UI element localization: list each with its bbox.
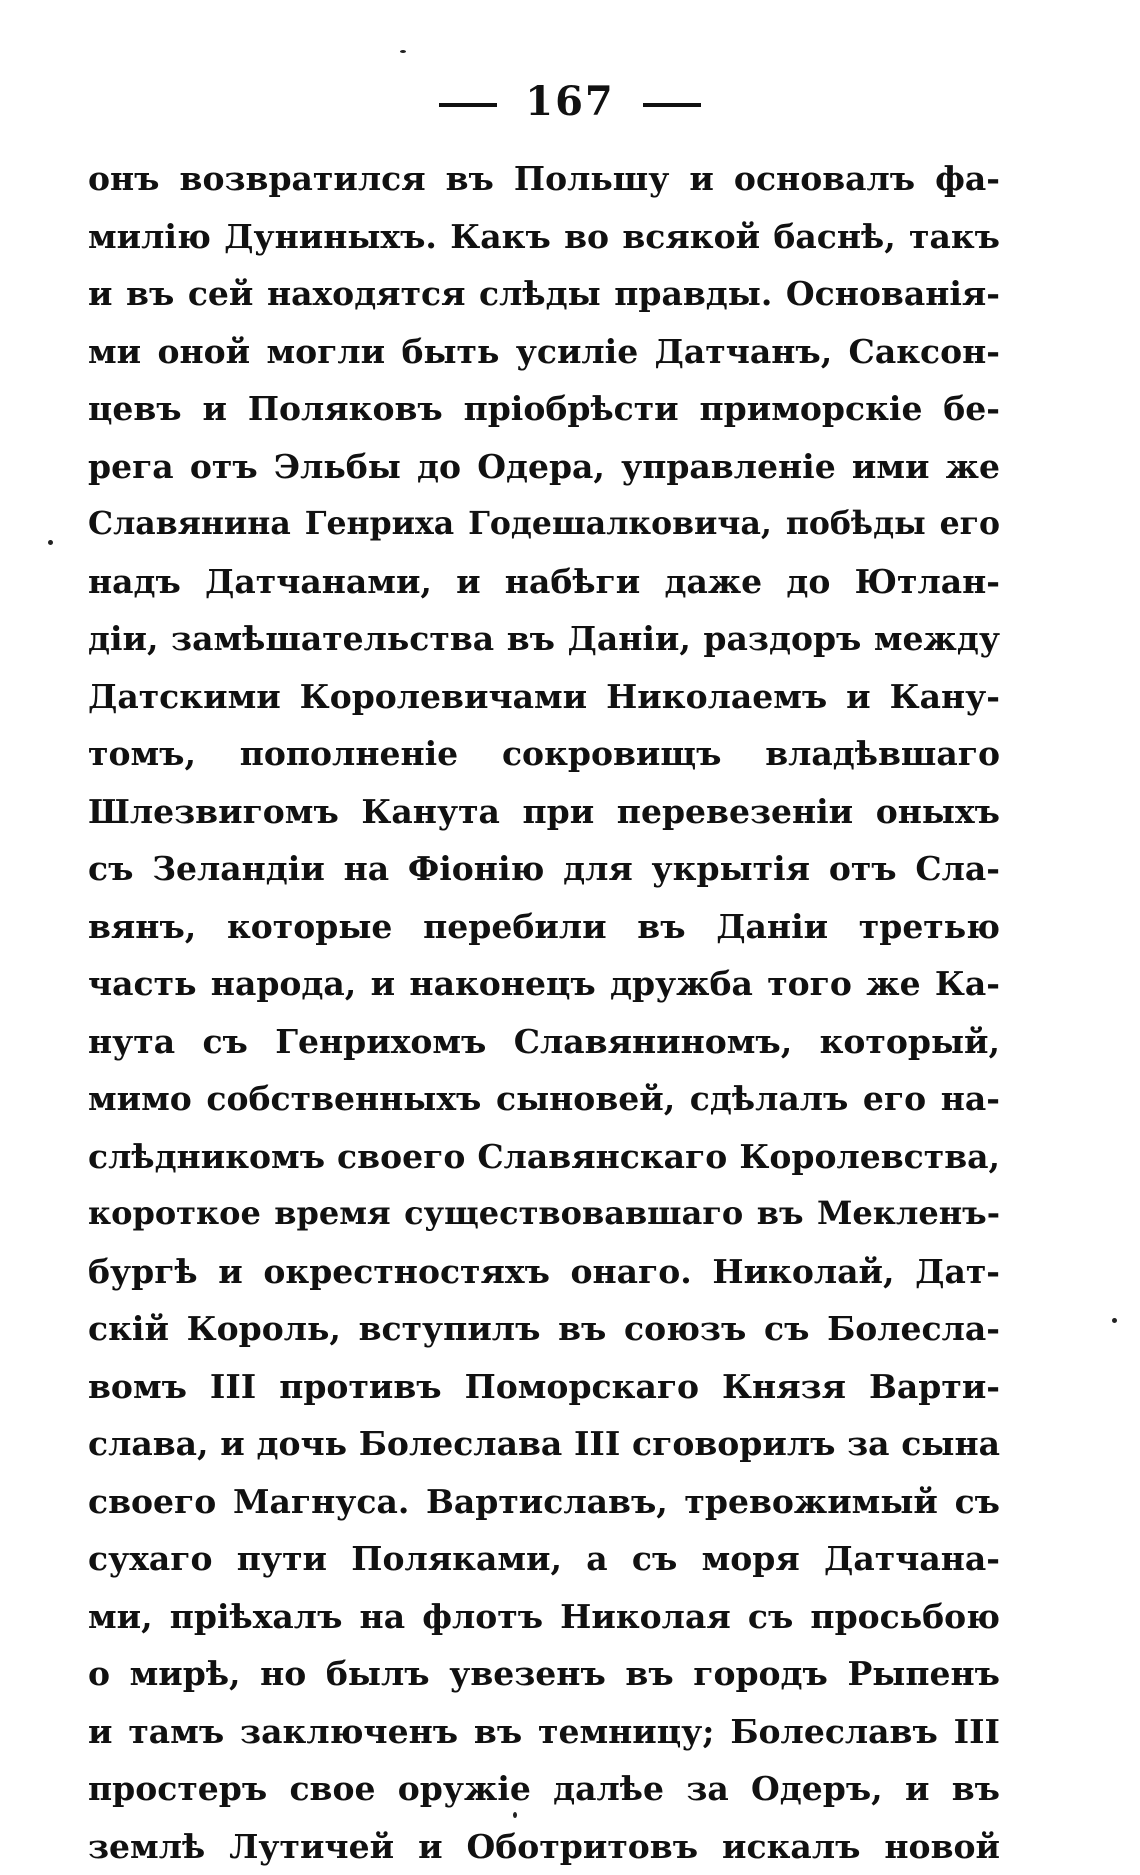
text-line: короткое время существовавшаго въ Мекленъ- <box>88 1185 1000 1243</box>
text-line: о мирѣ, но былъ увезенъ въ городъ Рыпенъ <box>88 1645 1000 1703</box>
text-line: нута съ Генрихомъ Славяниномъ, который, <box>88 1013 1000 1071</box>
text-line: ми, пріѣхалъ на флотъ Николая съ просьбою <box>88 1588 1000 1646</box>
header-dash-right <box>643 103 701 107</box>
text-line: бургѣ и окрестностяхъ онаго. Николай, Дат- <box>88 1243 1000 1301</box>
text-line: милію Дуниныхъ. Какъ во всякой баснѣ, такъ <box>88 208 1000 266</box>
text-line: и тамъ заключенъ въ темницу; Болеславъ III <box>88 1703 1000 1761</box>
page-header <box>0 78 1140 125</box>
print-speck <box>48 540 53 545</box>
text-line: слѣдникомъ своего Славянскаго Королевства, <box>88 1128 1000 1186</box>
text-line: съ Зеландіи на Фіонію для укрытія отъ Сла- <box>88 840 1000 898</box>
text-line: вянъ, которые перебили въ Даніи третью <box>88 898 1000 956</box>
text-line: Славянина Генриха Годешалковича, побѣды его <box>88 495 1000 553</box>
text-line: діи, замѣшательства въ Даніи, раздоръ между <box>88 610 1000 668</box>
text-line: и въ сей находятся слѣды правды. Основанія- <box>88 265 1000 323</box>
text-line: слава, и дочь Болеслава III сговорилъ за сына <box>88 1415 1000 1473</box>
text-line: Датскими Королевичами Николаемъ и Кану- <box>88 668 1000 726</box>
text-line: землѣ Лутичей и Оботритовъ искалъ новой <box>88 1818 1000 1875</box>
print-speck <box>513 1812 517 1818</box>
text-line: сухаго пути Поляками, а съ моря Датчана- <box>88 1530 1000 1588</box>
text-line: своего Магнуса. Вартиславъ, тревожимый съ <box>88 1473 1000 1531</box>
text-line: Шлезвигомъ Канута при перевезеніи оныхъ <box>88 783 1000 841</box>
text-line: надъ Датчанами, и набѣги даже до Ютлан- <box>88 553 1000 611</box>
print-speck <box>400 50 406 53</box>
text-line: томъ, пополненіе сокровищъ владѣвшаго <box>88 725 1000 783</box>
header-dash-left <box>439 103 497 107</box>
text-line: простеръ свое оружіе далѣе за Одеръ, и въ <box>88 1760 1000 1818</box>
text-line: часть народа, и наконецъ дружба того же Ка- <box>88 955 1000 1013</box>
text-line: мимо собственныхъ сыновей, сдѣлалъ его на- <box>88 1070 1000 1128</box>
text-line: онъ возвратился въ Польшу и основалъ фа- <box>88 150 1000 208</box>
text-line: скій Король, вступилъ въ союзъ съ Болесла- <box>88 1300 1000 1358</box>
text-line: рега отъ Эльбы до Одера, управленіе ими же <box>88 438 1000 496</box>
text-line: вомъ III противъ Поморскаго Князя Варти- <box>88 1358 1000 1416</box>
text-line: цевъ и Поляковъ пріобрѣсти приморскіе бе- <box>88 380 1000 438</box>
print-speck <box>1112 1318 1117 1323</box>
body-text <box>88 150 1000 1875</box>
page-number: 167 <box>525 78 615 125</box>
text-line: ми оной могли быть усиліе Датчанъ, Саксон- <box>88 323 1000 381</box>
